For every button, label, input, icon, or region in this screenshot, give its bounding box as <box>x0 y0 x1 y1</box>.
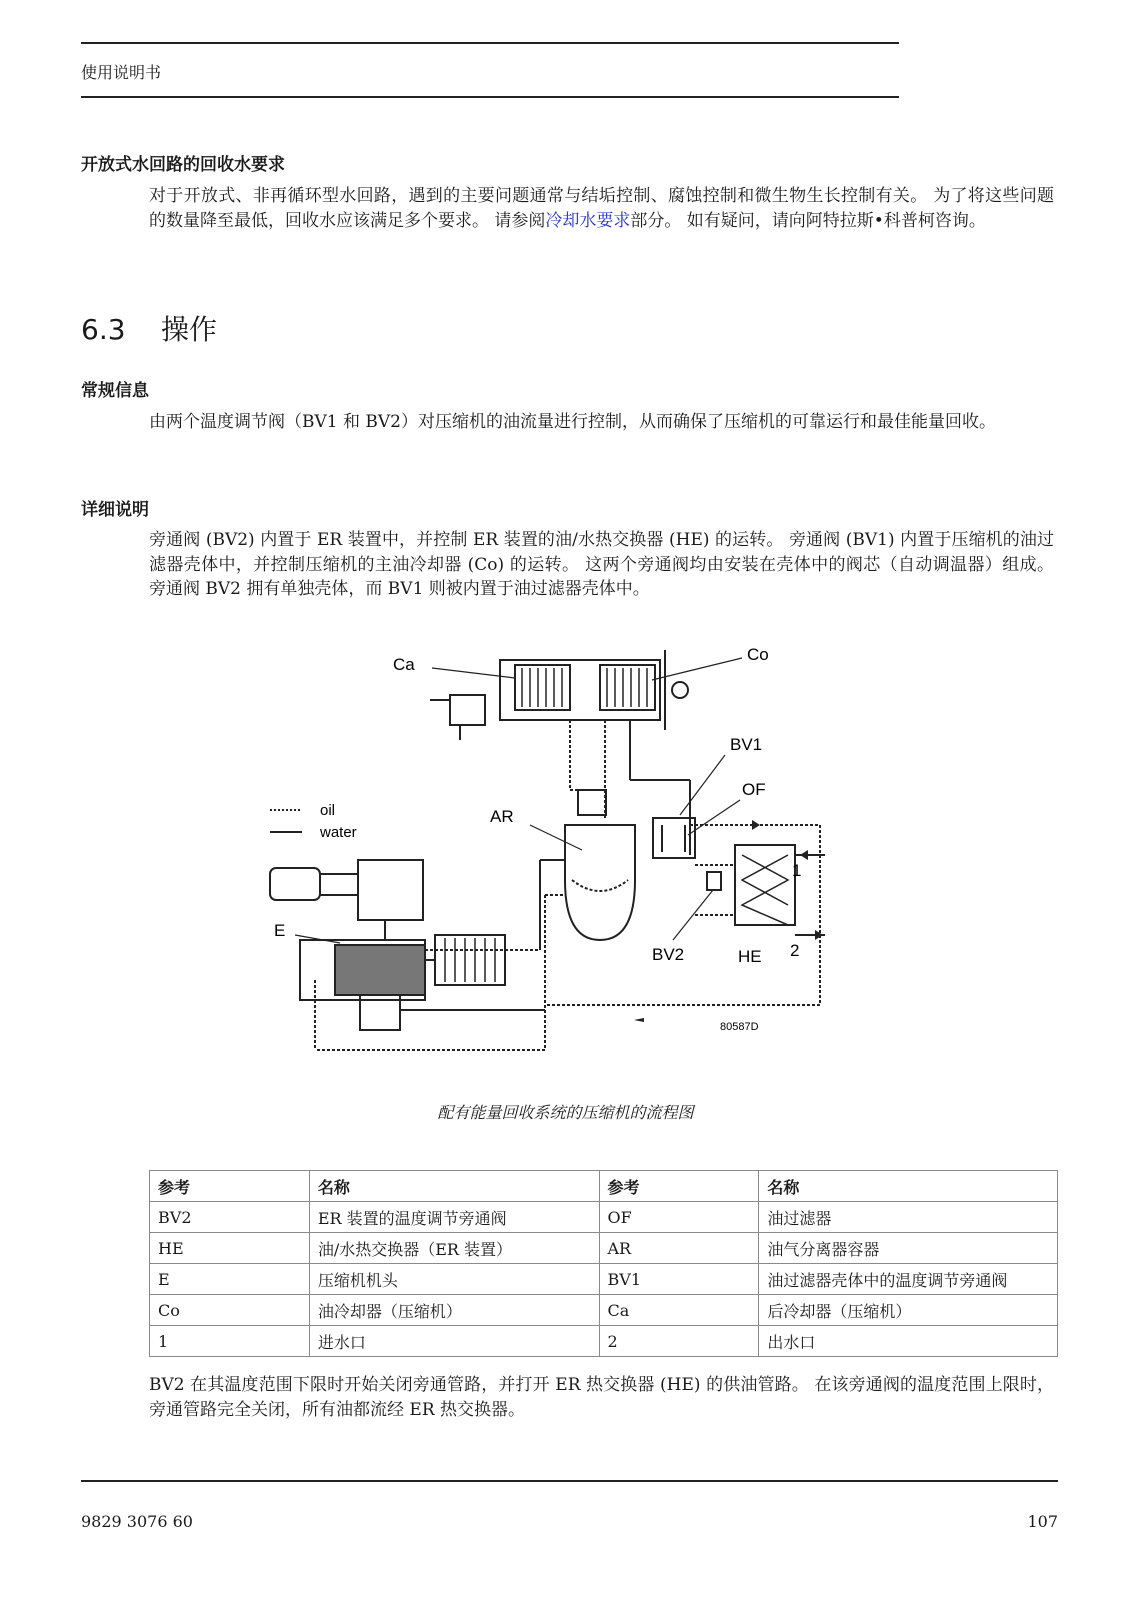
table-row <box>150 1264 1058 1295</box>
table-cell: 油过滤器 <box>759 1202 1058 1233</box>
label-bv2: BV2 <box>652 945 685 964</box>
table-cell: 压缩机机头 <box>309 1264 599 1295</box>
footer-rule <box>81 1480 1058 1482</box>
label-ca: Ca <box>393 655 415 674</box>
header-top-rule <box>81 42 899 44</box>
section-title: 操作 <box>161 313 218 346</box>
paragraph-water-text-2: 部分。 如有疑问，请向阿特拉斯•科普柯咨询。 <box>630 210 986 231</box>
table-cell: Ca <box>599 1295 759 1326</box>
label-co: Co <box>747 645 769 664</box>
table-cell: OF <box>599 1202 759 1233</box>
separator-head <box>578 790 606 815</box>
table-row <box>150 1295 1058 1326</box>
legend-water: water <box>320 824 357 841</box>
table-cell: ER 装置的温度调节旁通阀 <box>309 1202 599 1233</box>
paragraph-detail: 旁通阀 (BV2) 内置于 ER 装置中，并控制 ER 装置的油/水热交换器 (HE) 的运转。 旁通阀 (BV1) 内置于压缩机的油过滤器壳体中，并控制压缩机的主油冷却器 (Co) 的运转。 这两个旁通阀均由安装在壳体中的阀芯（自动调温器）组成。 旁通阀 BV2 拥有单独壳体，而 BV1 则被内置于油过滤器壳体中。 <box>149 530 1054 599</box>
label-ar: AR <box>490 807 514 826</box>
table-cell: AR <box>599 1233 759 1264</box>
section-heading-detail: 详细说明 <box>81 500 149 520</box>
header-name-2: 名称 <box>759 1171 1058 1202</box>
table-row <box>150 1233 1058 1264</box>
label-e: E <box>274 921 286 940</box>
footer-doc-number: 9829 3076 60 <box>81 1512 193 1531</box>
table-cell: BV1 <box>599 1264 759 1295</box>
intake-valve <box>358 860 423 920</box>
section-heading-general: 常规信息 <box>81 381 149 401</box>
paragraph-closing: BV2 在其温度范围下限时开始关闭旁通管路，并打开 ER 热交换器 (HE) 的供油管路。 在该旁通阀的温度范围上限时，旁通管路完全关闭，所有油都流经 ER 热交换器。 <box>149 1375 1054 1420</box>
table-cell: HE <box>150 1233 310 1264</box>
figure-caption: 配有能量回收系统的压缩机的流程图 <box>437 1103 694 1122</box>
table-cell: 1 <box>150 1326 310 1357</box>
table-cell: Co <box>150 1295 310 1326</box>
paragraph-water-text-1: 对于开放式、非再循环型水回路，遇到的主要问题通常与结垢控制、腐蚀控制和微生物生长控制有关。 为了将这些问题的数量降至最低，回收水应该满足多个要求。 请参阅 <box>149 186 1054 231</box>
header-title: 使用说明书 <box>81 63 162 82</box>
section-title-operation <box>81 308 217 348</box>
reference-table <box>149 1170 1058 1357</box>
legend-oil: oil <box>320 802 336 819</box>
flow-diagram <box>260 640 860 1060</box>
label-he: HE <box>738 947 762 966</box>
bypass-valve-bv2 <box>707 872 721 890</box>
header-bottom-rule <box>81 96 899 98</box>
diagram-code: 80587D <box>720 1021 759 1033</box>
air-filter <box>270 868 320 900</box>
oil-filter-of <box>653 818 695 858</box>
label-water-in: 1 <box>792 861 802 880</box>
table-cell: 油气分离器容器 <box>759 1233 1058 1264</box>
heat-exchanger-he <box>735 845 795 925</box>
table-row <box>150 1326 1058 1357</box>
table-cell: BV2 <box>150 1202 310 1233</box>
label-of: OF <box>742 780 766 799</box>
table-cell: 油冷却器（压缩机） <box>309 1295 599 1326</box>
table-cell: E <box>150 1264 310 1295</box>
paragraph-general: 由两个温度调节阀（BV1 和 BV2）对压缩机的油流量进行控制，从而确保了压缩机的可靠运行和最佳能量回收。 <box>149 412 996 432</box>
section-number: 6.3 <box>81 313 126 346</box>
table-cell: 油过滤器壳体中的温度调节旁通阀 <box>759 1264 1058 1295</box>
label-water-out: 2 <box>790 941 800 960</box>
footer-page-number: 107 <box>1027 1512 1058 1531</box>
fan-motor <box>672 682 688 698</box>
label-bv1: BV1 <box>730 735 763 754</box>
table-cell: 后冷却器（压缩机） <box>759 1295 1058 1326</box>
table-cell: 油/水热交换器（ER 装置） <box>309 1233 599 1264</box>
table-cell: 进水口 <box>309 1326 599 1357</box>
table-header-row <box>150 1171 1058 1202</box>
header-ref-1: 参考 <box>150 1171 310 1202</box>
table-cell: 出水口 <box>759 1326 1058 1357</box>
table-row <box>150 1202 1058 1233</box>
table-cell: 2 <box>599 1326 759 1357</box>
cooling-water-link[interactable]: 冷却水要求 <box>545 210 631 231</box>
paragraph-water <box>149 184 1054 233</box>
header-ref-2: 参考 <box>599 1171 759 1202</box>
header-name-1: 名称 <box>309 1171 599 1202</box>
section-heading-water: 开放式水回路的回收水要求 <box>81 155 285 175</box>
